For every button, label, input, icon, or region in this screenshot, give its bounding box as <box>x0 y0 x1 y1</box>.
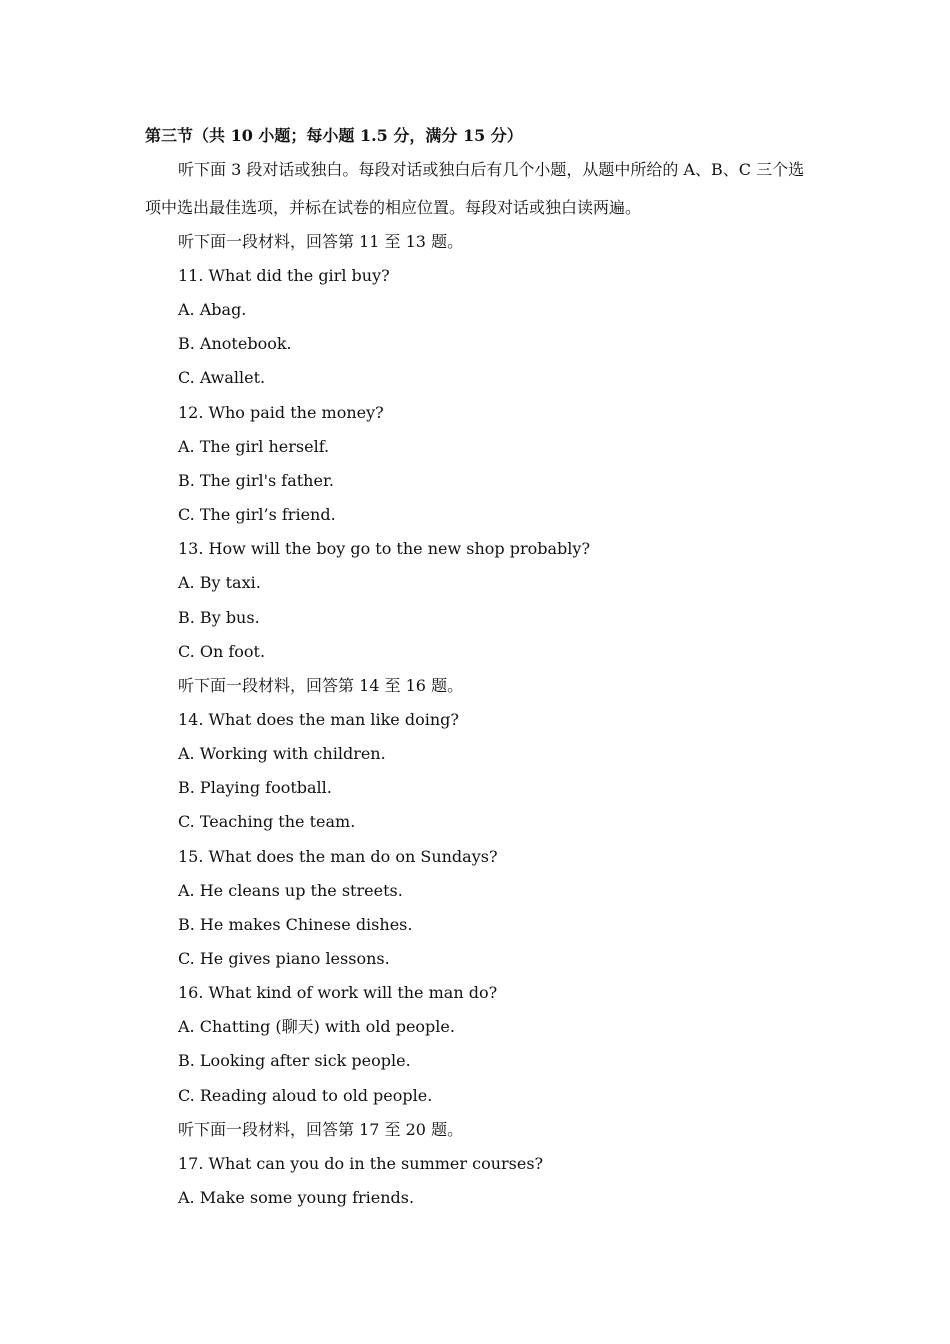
answer-option: B. Looking after sick people. <box>178 1051 411 1070</box>
answer-option: B. By bus. <box>178 608 260 627</box>
section-intro-line-2: 项中选出最佳选项，并标在试卷的相应位置。每段对话或独白读两遍。 <box>145 198 642 217</box>
answer-option: C. He gives piano lessons. <box>178 949 390 968</box>
answer-option: C. Teaching the team. <box>178 812 356 831</box>
answer-option: B. Anotebook. <box>178 334 292 353</box>
group-prompt: 听下面一段材料，回答第 14 至 16 题。 <box>178 676 464 695</box>
answer-option: A. He cleans up the streets. <box>178 881 403 900</box>
question-stem: 16. What kind of work will the man do? <box>178 983 498 1002</box>
question-stem: 17. What can you do in the summer courses? <box>178 1154 544 1173</box>
answer-option: B. The girl's father. <box>178 471 334 490</box>
answer-option: C. Awallet. <box>178 368 266 387</box>
group-prompt: 听下面一段材料，回答第 17 至 20 题。 <box>178 1120 464 1139</box>
answer-option: A. Chatting (聊天) with old people. <box>178 1017 455 1036</box>
answer-option: A. The girl herself. <box>178 437 330 456</box>
answer-option: A. Make some young friends. <box>178 1188 415 1207</box>
question-stem: 14. What does the man like doing? <box>178 710 459 729</box>
answer-option: A. Working with children. <box>178 744 386 763</box>
answer-option: C. Reading aloud to old people. <box>178 1086 433 1105</box>
question-stem: 11. What did the girl buy? <box>178 266 390 285</box>
section-heading: 第三节（共 10 小题；每小题 1.5 分，满分 15 分） <box>145 126 523 145</box>
group-prompt: 听下面一段材料，回答第 11 至 13 题。 <box>178 232 464 251</box>
answer-option: C. The girl’s friend. <box>178 505 336 524</box>
answer-option: C. On foot. <box>178 642 266 661</box>
answer-option: B. He makes Chinese dishes. <box>178 915 413 934</box>
answer-option: B. Playing football. <box>178 778 332 797</box>
answer-option: A. By taxi. <box>178 573 261 592</box>
answer-option: A. Abag. <box>178 300 247 319</box>
section-intro-line-1: 听下面 3 段对话或独白。每段对话或独白后有几个小题，从题中所给的 A、B、C 三个选 <box>178 160 805 179</box>
question-stem: 15. What does the man do on Sundays? <box>178 847 498 866</box>
question-stem: 12. Who paid the money? <box>178 403 384 422</box>
question-stem: 13. How will the boy go to the new shop probably? <box>178 539 591 558</box>
